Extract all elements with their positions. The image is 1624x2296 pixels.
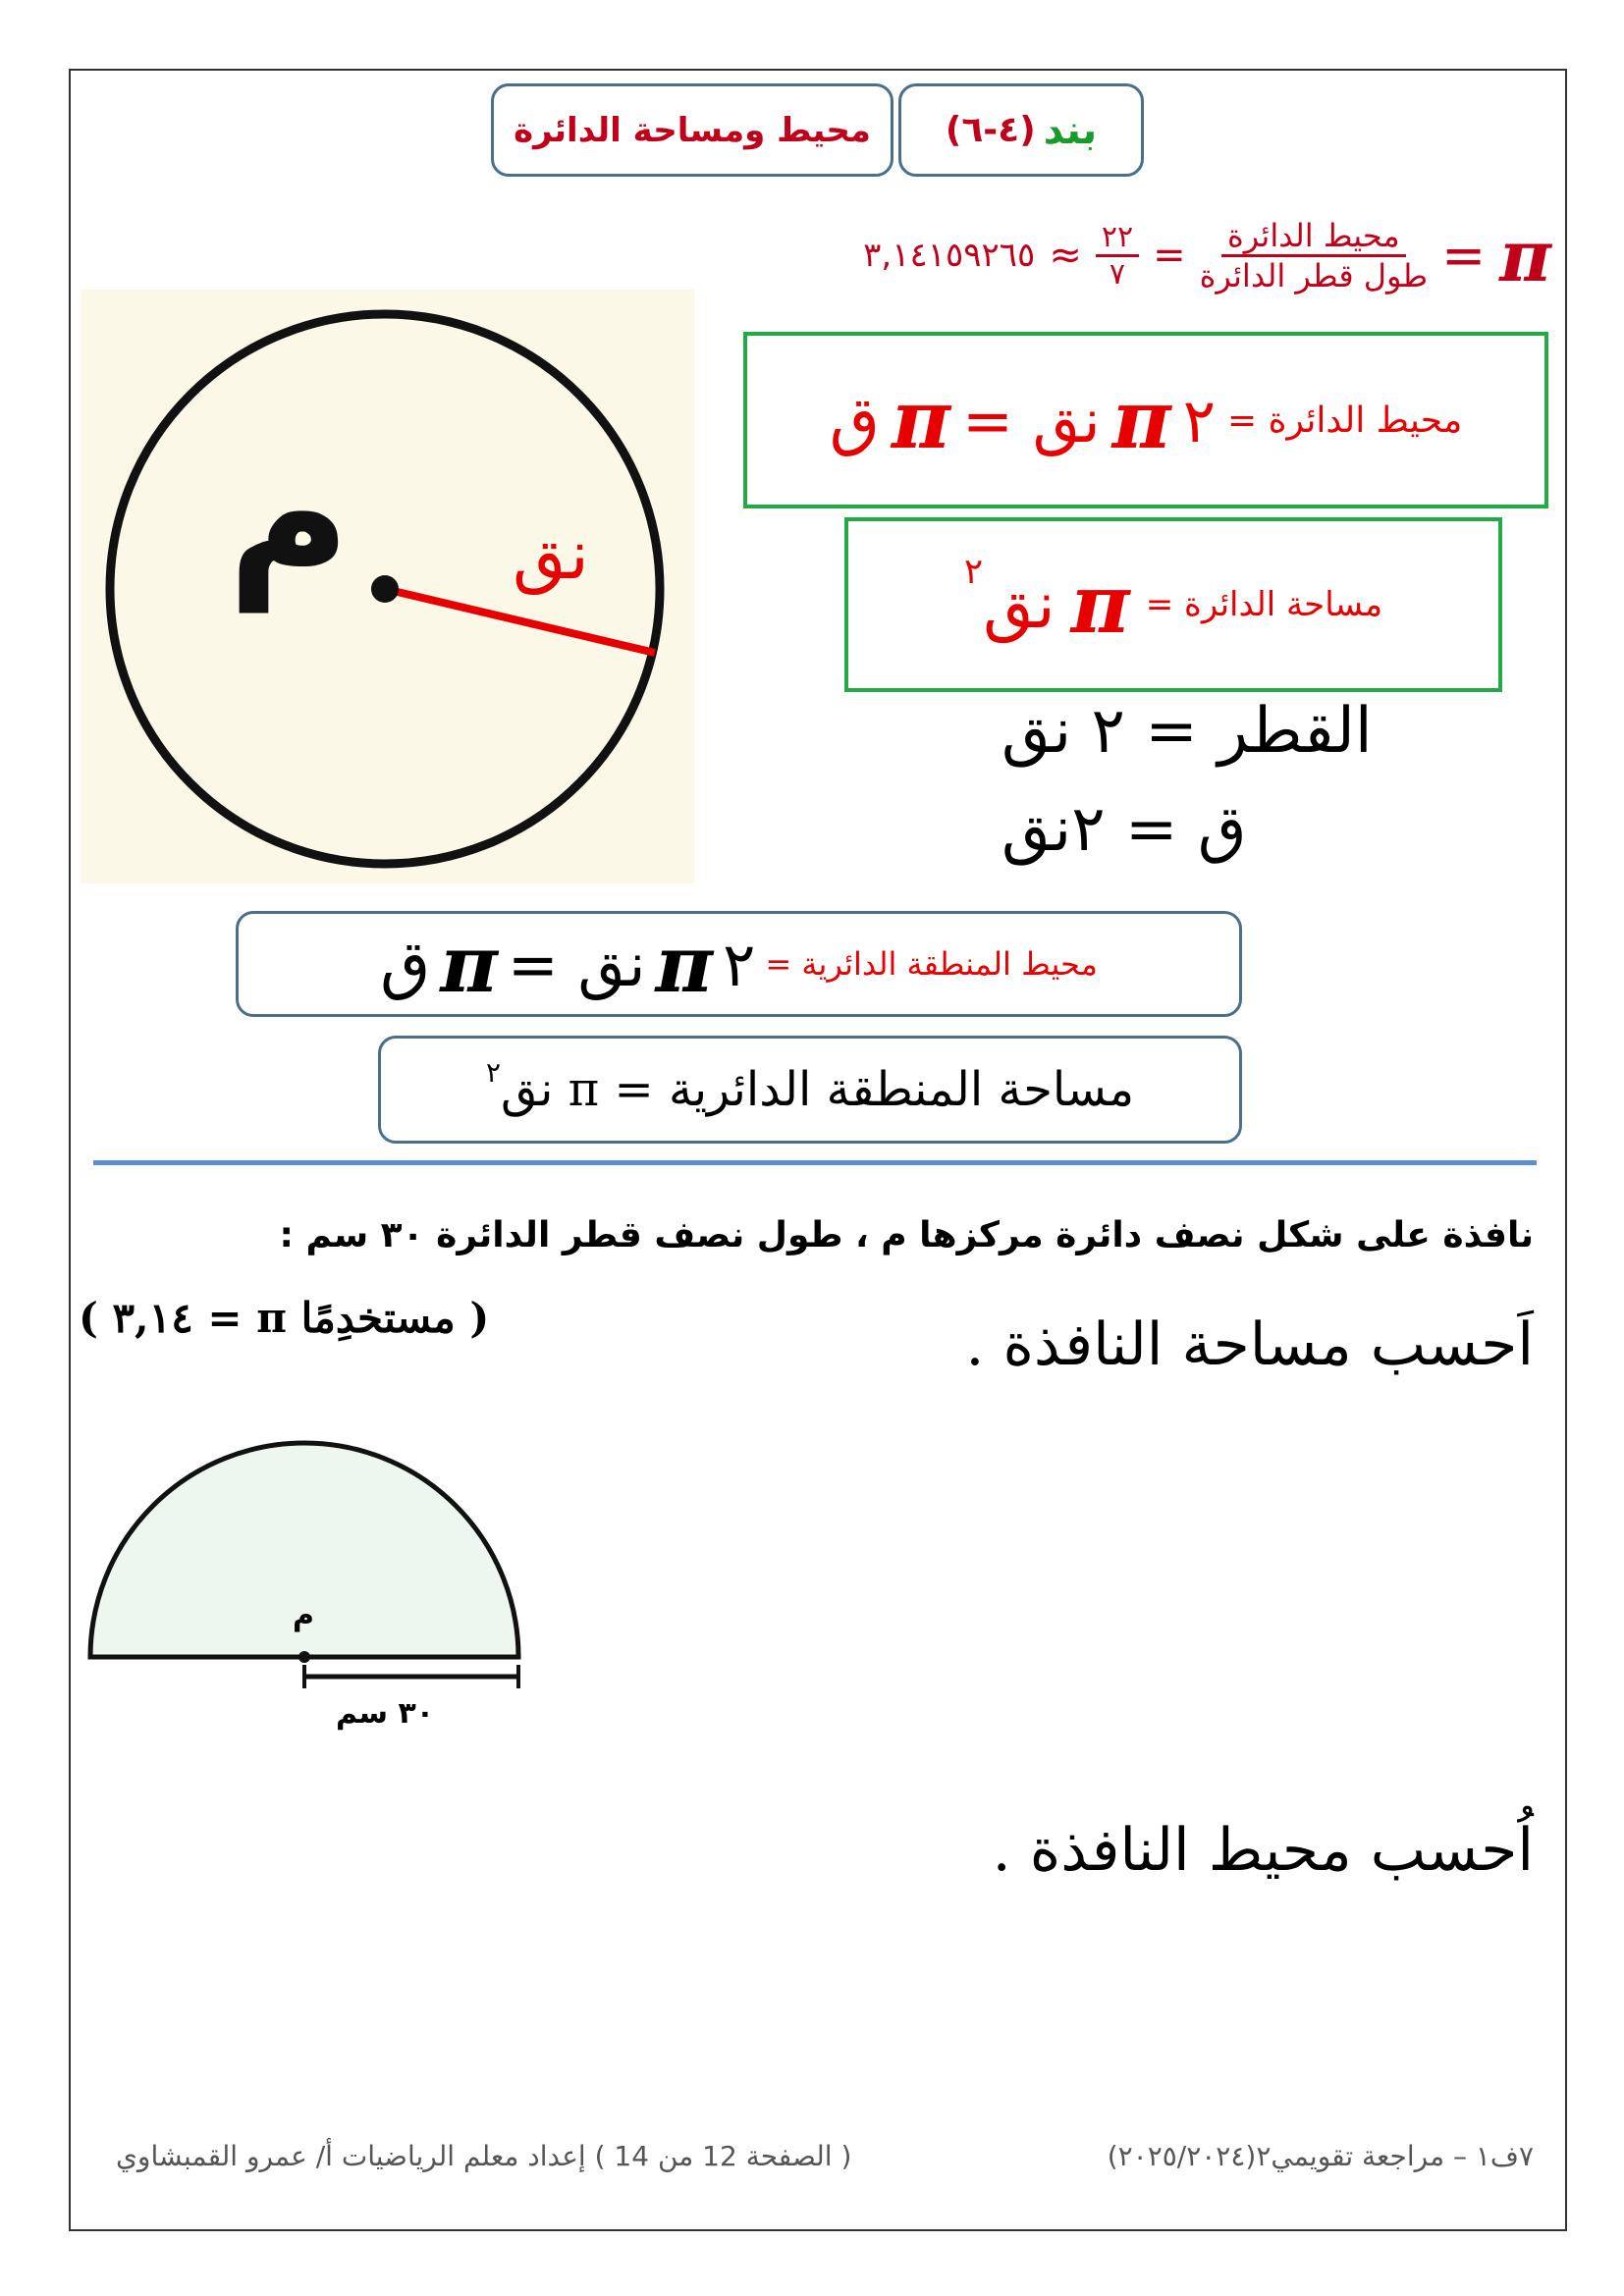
section-number-badge bbox=[898, 83, 1144, 177]
region-area-box bbox=[378, 1036, 1242, 1144]
radius-line bbox=[385, 589, 655, 653]
section-divider bbox=[93, 1160, 1537, 1165]
radius-label: نق bbox=[513, 514, 589, 595]
fraction-7: ٧ bbox=[1109, 256, 1126, 292]
area-nq: نق bbox=[983, 566, 1056, 643]
pi-symbol: π bbox=[1070, 558, 1130, 652]
circumference-q: ق bbox=[829, 382, 880, 458]
region-area-text: مساحة المنطقة الدائرية = π نق bbox=[501, 1062, 1135, 1117]
fraction-22: ٢٢ bbox=[1096, 220, 1139, 257]
area-label: مساحة الدائرة = bbox=[1145, 585, 1383, 624]
region-two: ٢ bbox=[723, 928, 756, 1000]
pi-symbol: π bbox=[1111, 373, 1171, 467]
question-perimeter: اُحسب محيط النافذة . bbox=[992, 1816, 1534, 1885]
section-number: (٤-٦) bbox=[945, 110, 1036, 150]
diameter-line-1: القطر = ٢ نق bbox=[1001, 695, 1373, 768]
approx-sign: ≈ bbox=[1049, 233, 1082, 278]
region-circumference-box bbox=[236, 911, 1242, 1017]
pi-symbol: π bbox=[1499, 213, 1551, 297]
semicircle-center-label: م bbox=[293, 1598, 314, 1632]
question-area: اَحسب مساحة النافذة . bbox=[965, 1310, 1534, 1379]
center-label: م bbox=[228, 418, 351, 613]
circumference-two: ٢ bbox=[1182, 384, 1216, 456]
semicircle-center bbox=[298, 1651, 310, 1663]
area-exponent: ٢ bbox=[963, 551, 984, 592]
semicircle-drawing bbox=[79, 1404, 540, 1767]
section-title: محيط ومساحة الدائرة bbox=[514, 110, 871, 150]
pi-hint: ( مستخدِمًا π = ٣,١٤ ) bbox=[79, 1294, 490, 1342]
region-nq: نق = bbox=[507, 928, 646, 1000]
pi-fraction-words bbox=[1200, 217, 1428, 294]
semicircle-figure bbox=[79, 1404, 540, 1767]
problem-statement: نافذة على شكل نصف دائرة مركزها م ، طول نصف قطر الدائرة ٣٠ سم : bbox=[279, 1215, 1534, 1255]
fraction-denominator: طول قطر الدائرة bbox=[1199, 256, 1429, 294]
circumference-label: محيط الدائرة = bbox=[1227, 400, 1463, 441]
diameter-line-2: ق = ٢نق bbox=[1001, 793, 1247, 866]
equals-sign: = bbox=[1441, 224, 1487, 287]
section-word: بند bbox=[1043, 107, 1098, 153]
footer-credit: ( الصفحة 12 من 14 ) إعداد معلم الرياضيات أ/ عمرو القمبشاوي bbox=[116, 2140, 852, 2172]
pi-symbol: π bbox=[655, 918, 714, 1010]
footer-review-title: ٧ف١ – مراجعة تقويمي٢(٢٠٢٥/٢٠٢٤) bbox=[1107, 2140, 1534, 2172]
circumference-nq: نق = bbox=[962, 384, 1101, 456]
fraction-numerator: محيط الدائرة bbox=[1221, 217, 1406, 257]
pi-fraction-22-7 bbox=[1096, 220, 1139, 292]
area-formula-box bbox=[844, 517, 1502, 692]
pi-decimal: ٣,١٤١٥٩٢٦٥ bbox=[863, 236, 1036, 275]
equals-sign-2: = bbox=[1153, 233, 1186, 278]
region-circumference-label: محيط المنطقة الدائرية = bbox=[765, 945, 1098, 983]
region-area-exponent: ٢ bbox=[485, 1055, 502, 1089]
semicircle-radius-label: ٣٠ سم bbox=[336, 1696, 435, 1731]
area-expr bbox=[963, 551, 1056, 643]
pi-symbol: π bbox=[892, 373, 951, 467]
pi-symbol: π bbox=[440, 918, 498, 1010]
circle-figure bbox=[81, 290, 694, 883]
circumference-formula-box bbox=[743, 332, 1548, 508]
section-title-badge bbox=[491, 83, 893, 177]
region-q: ق bbox=[380, 926, 431, 1002]
center-point bbox=[371, 575, 399, 603]
circle-drawing bbox=[81, 290, 694, 883]
